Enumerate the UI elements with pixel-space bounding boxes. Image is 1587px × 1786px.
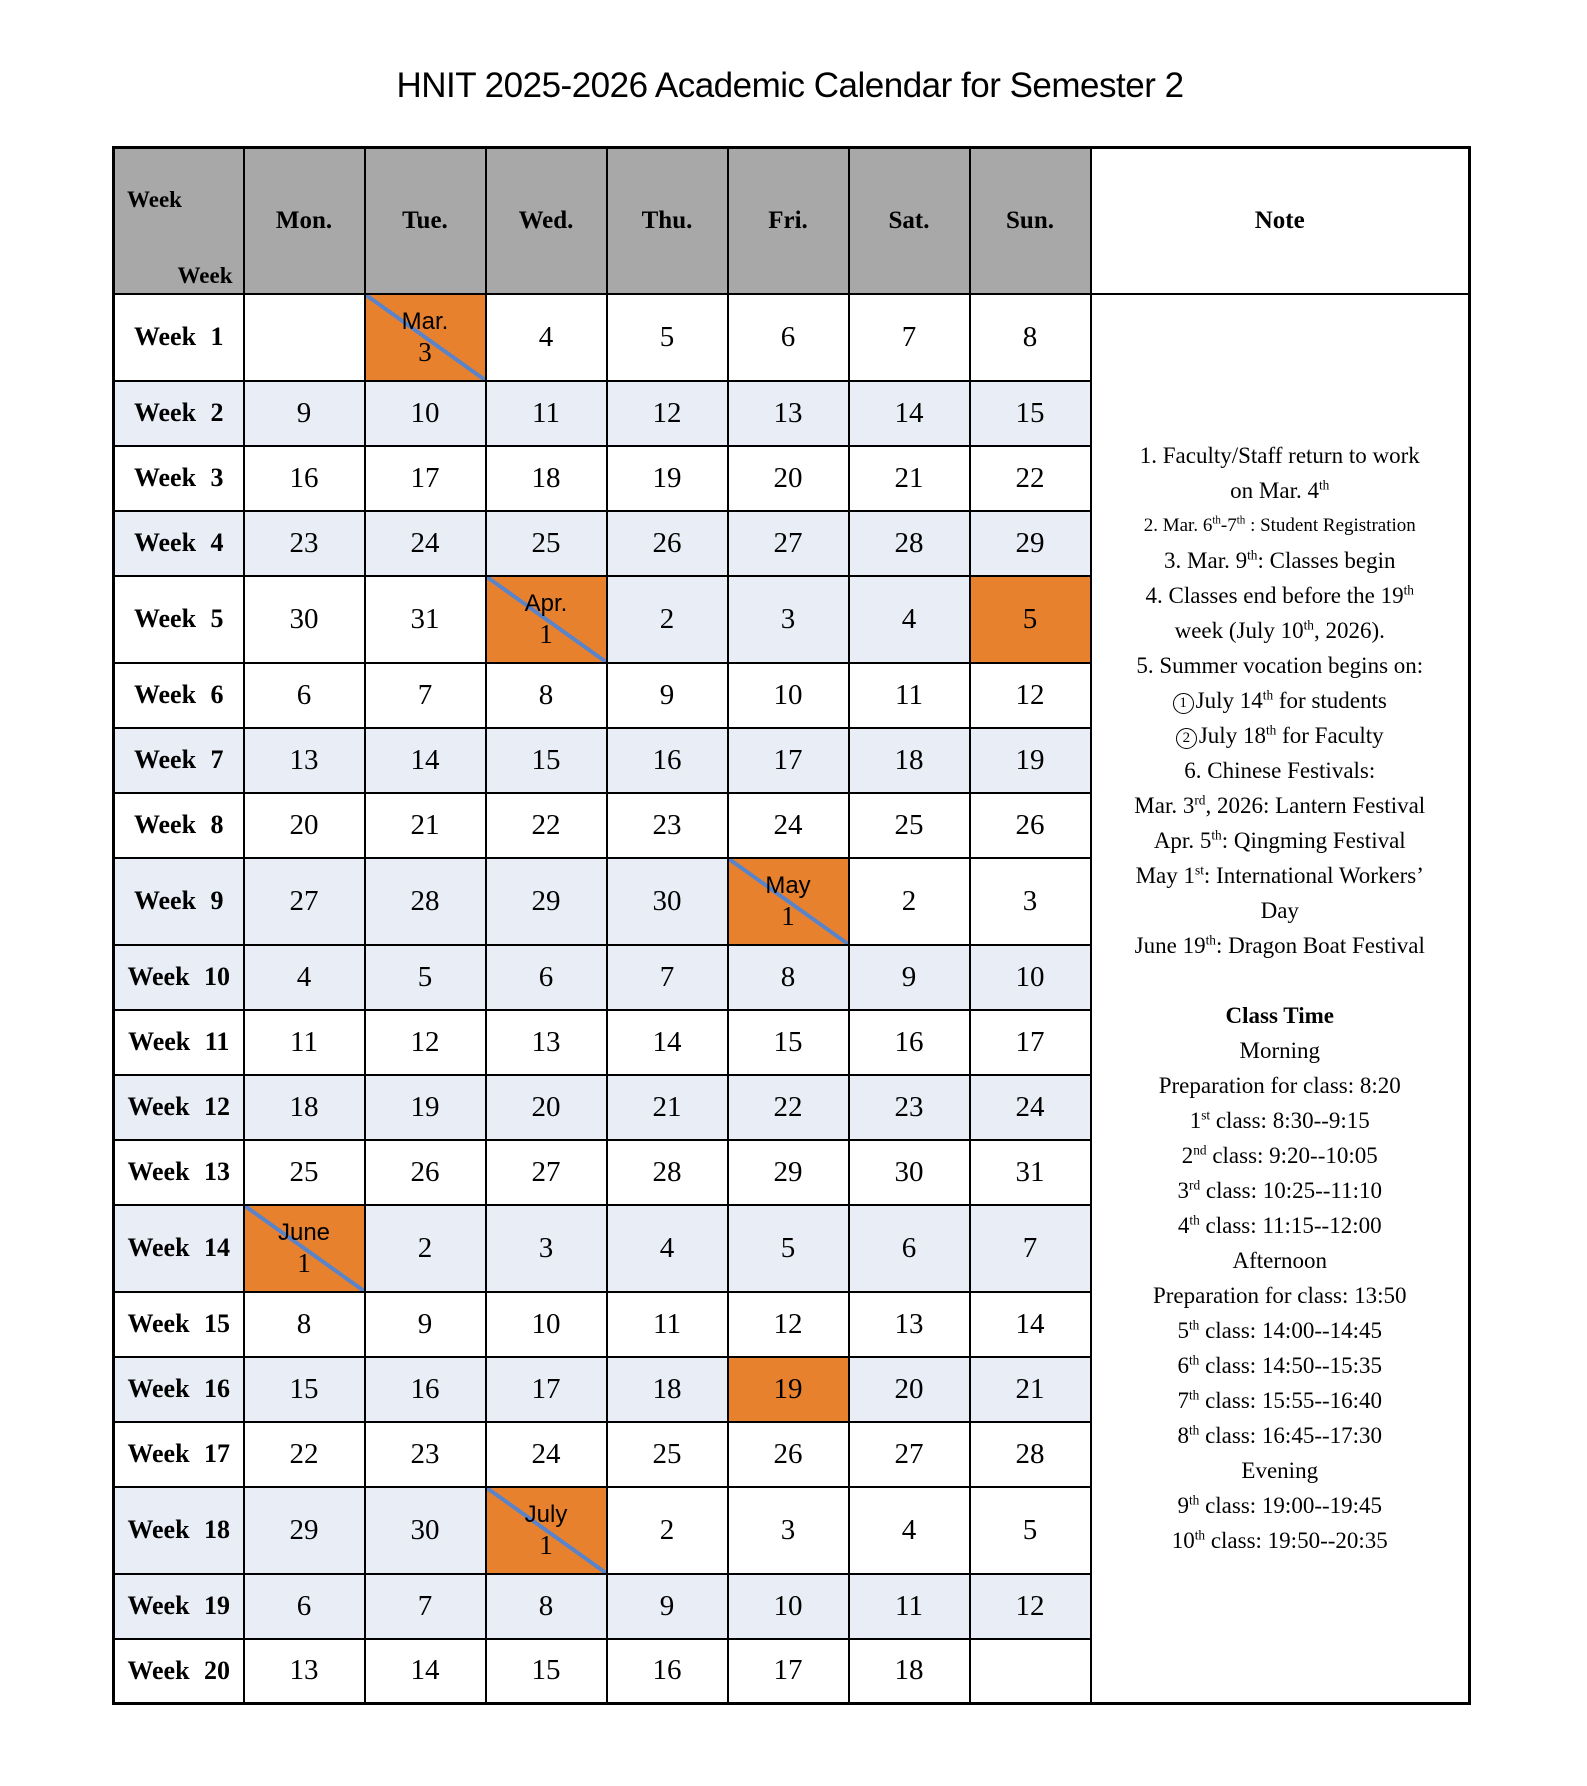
note-line: 9th class: 19:00--19:45	[1177, 1492, 1383, 1519]
calendar-day-cell: 2	[607, 1487, 728, 1574]
superscript: th	[1188, 1492, 1200, 1508]
month-start-cell	[486, 576, 607, 663]
calendar-day-cell: 4	[849, 576, 970, 663]
calendar-day-cell: 9	[607, 1574, 728, 1639]
calendar-day-cell: 10	[486, 1292, 607, 1357]
week-label: Week 13	[114, 1140, 244, 1205]
calendar-day-cell: 15	[728, 1010, 849, 1075]
calendar-day-cell: 14	[849, 381, 970, 446]
calendar-day-cell: 17	[970, 1010, 1091, 1075]
note-line: 1. Faculty/Staff return to work	[1139, 443, 1420, 469]
calendar-day-cell: 25	[849, 793, 970, 858]
day-header-wed: Wed.	[486, 148, 607, 294]
calendar-table	[112, 146, 1471, 1705]
note-cell	[1091, 294, 1470, 1704]
calendar-day-cell: 27	[728, 511, 849, 576]
calendar-day-cell: 11	[849, 1574, 970, 1639]
week-label: Week 15	[114, 1292, 244, 1357]
calendar-day-cell: 3	[970, 858, 1091, 945]
calendar-day-cell: 19	[365, 1075, 486, 1140]
superscript: nd	[1193, 1142, 1207, 1158]
note-line: 6th class: 14:50--15:35	[1177, 1352, 1383, 1379]
calendar-day-cell: 7	[970, 1205, 1091, 1292]
calendar-day-cell: 20	[728, 446, 849, 511]
month-name: Mar.	[401, 308, 449, 335]
calendar-day-cell: 27	[849, 1422, 970, 1487]
calendar-day-cell: 24	[970, 1075, 1091, 1140]
day-header-sat: Sat.	[849, 148, 970, 294]
page-title: HNIT 2025-2026 Academic Calendar for Semester 2	[396, 66, 1184, 105]
superscript: th	[1194, 1527, 1206, 1543]
calendar-day-cell: 3	[728, 1487, 849, 1574]
note-line: May 1st: International Workers’	[1135, 862, 1424, 889]
month-cell-content	[729, 870, 848, 932]
calendar-day-cell: 15	[970, 381, 1091, 446]
calendar-day-cell: 17	[486, 1357, 607, 1422]
calendar-day-cell: 16	[244, 446, 365, 511]
calendar-day-cell: 29	[728, 1140, 849, 1205]
calendar-day-cell: 30	[244, 576, 365, 663]
empty-day-cell	[244, 294, 365, 381]
note-line: 1st class: 8:30--9:15	[1189, 1107, 1370, 1134]
day-header-fri: Fri.	[728, 148, 849, 294]
superscript: st	[1201, 1107, 1211, 1123]
week-label: Week 17	[114, 1422, 244, 1487]
week-header-top-label: Week	[177, 262, 233, 288]
calendar-day-cell: 7	[849, 294, 970, 381]
superscript: th	[1211, 827, 1222, 843]
week-label: Week 10	[114, 945, 244, 1010]
superscript: th	[1188, 1422, 1200, 1438]
calendar-day-cell: 10	[970, 945, 1091, 1010]
note-line: 4th class: 11:15--12:00	[1177, 1212, 1382, 1239]
calendar-day-cell: 26	[728, 1422, 849, 1487]
note-line: Preparation for class: 13:50	[1152, 1283, 1407, 1309]
calendar-day-cell: 9	[365, 1292, 486, 1357]
calendar-day-cell: 16	[607, 728, 728, 793]
week-label: Week 2	[114, 381, 244, 446]
calendar-day-cell: 25	[244, 1140, 365, 1205]
superscript: th	[1236, 514, 1246, 527]
calendar-day-cell: 4	[486, 294, 607, 381]
calendar-day-cell: 27	[486, 1140, 607, 1205]
note-line: Mar. 3rd, 2026: Lantern Festival	[1134, 792, 1426, 819]
calendar-day-cell: 30	[365, 1487, 486, 1574]
superscript: st	[1195, 862, 1204, 878]
calendar-day-cell: 12	[970, 1574, 1091, 1639]
calendar-day-cell: 17	[365, 446, 486, 511]
day-number: 1	[781, 901, 795, 931]
calendar-day-cell: 6	[244, 663, 365, 728]
calendar-day-cell: 16	[365, 1357, 486, 1422]
calendar-day-cell: 16	[607, 1639, 728, 1704]
note-line: Preparation for class: 8:20	[1158, 1073, 1401, 1099]
calendar-day-cell: 21	[970, 1357, 1091, 1422]
calendar-day-cell: 2	[849, 858, 970, 945]
calendar-day-cell: 3	[728, 576, 849, 663]
week-label: Week 9	[114, 858, 244, 945]
superscript: th	[1403, 582, 1414, 598]
calendar-day-cell: 5	[728, 1205, 849, 1292]
calendar-day-cell: 22	[486, 793, 607, 858]
calendar-day-cell: 14	[365, 1639, 486, 1704]
note-line	[1092, 963, 1469, 998]
calendar-day-cell: 12	[607, 381, 728, 446]
calendar-day-cell: 14	[365, 728, 486, 793]
calendar-day-cell: 13	[728, 381, 849, 446]
note-line: 8th class: 16:45--17:30	[1177, 1422, 1383, 1449]
calendar-day-cell: 7	[365, 1574, 486, 1639]
calendar-day-cell: 18	[607, 1357, 728, 1422]
note-line: 5th class: 14:00--14:45	[1177, 1317, 1383, 1344]
calendar-day-cell: 19	[970, 728, 1091, 793]
note-line: Evening	[1241, 1458, 1319, 1484]
calendar-day-cell: 4	[849, 1487, 970, 1574]
calendar-day-cell: 20	[244, 793, 365, 858]
calendar-header	[114, 148, 1470, 294]
calendar-day-cell: 12	[728, 1292, 849, 1357]
superscript: th	[1265, 722, 1277, 738]
calendar-day-cell: 6	[486, 945, 607, 1010]
note-line: Day	[1260, 898, 1299, 924]
calendar-day-cell: 21	[607, 1075, 728, 1140]
calendar-day-cell: 21	[849, 446, 970, 511]
week-label: Week 1	[114, 294, 244, 381]
superscript: th	[1205, 932, 1216, 948]
calendar-day-cell: 18	[849, 1639, 970, 1704]
superscript: th	[1318, 477, 1330, 493]
calendar-day-cell: 20	[849, 1357, 970, 1422]
week-label: Week 20	[114, 1639, 244, 1704]
calendar-day-cell: 6	[849, 1205, 970, 1292]
calendar-day-cell: 17	[728, 728, 849, 793]
calendar-body	[114, 294, 1470, 1704]
calendar-day-cell: 24	[486, 1422, 607, 1487]
calendar-day-cell: 8	[486, 1574, 607, 1639]
month-start-cell	[486, 1487, 607, 1574]
calendar-day-cell: 29	[244, 1487, 365, 1574]
calendar-day-cell: 18	[486, 446, 607, 511]
calendar-day-cell: 24	[365, 511, 486, 576]
month-cell-content	[245, 1217, 364, 1279]
calendar-day-cell: 23	[365, 1422, 486, 1487]
day-number: 1	[539, 619, 553, 649]
week-label: Week 3	[114, 446, 244, 511]
calendar-day-cell: 22	[970, 446, 1091, 511]
calendar-day-cell: 26	[607, 511, 728, 576]
calendar-day-cell: 4	[607, 1205, 728, 1292]
calendar-day-cell: 15	[244, 1357, 365, 1422]
month-name: July	[524, 1501, 568, 1528]
calendar-day-cell: 5	[607, 294, 728, 381]
calendar-day-cell: 7	[607, 945, 728, 1010]
empty-day-cell	[970, 1639, 1091, 1704]
week-label: Week 4	[114, 511, 244, 576]
calendar-day-cell: 14	[607, 1010, 728, 1075]
calendar-day-cell: 26	[365, 1140, 486, 1205]
superscript: th	[1262, 687, 1274, 703]
week-header-bottom-label: Week	[127, 186, 182, 212]
note-line: 6. Chinese Festivals:	[1184, 758, 1376, 784]
calendar-day-cell: 13	[849, 1292, 970, 1357]
calendar-day-cell: 18	[849, 728, 970, 793]
superscript: th	[1212, 514, 1221, 527]
calendar-day-cell: 11	[849, 663, 970, 728]
calendar-day-cell: 18	[244, 1075, 365, 1140]
calendar-day-cell: 9	[607, 663, 728, 728]
calendar-day-cell: 7	[365, 663, 486, 728]
note-line: 5. Summer vocation begins on:	[1136, 653, 1424, 679]
superscript: th	[1188, 1387, 1200, 1403]
month-start-cell	[244, 1205, 365, 1292]
superscript: th	[1303, 617, 1314, 633]
calendar-day-cell: 6	[728, 294, 849, 381]
note-line: week (July 10th, 2026).	[1174, 617, 1385, 644]
day-number: 1	[297, 1248, 311, 1278]
calendar-day-cell: 5	[970, 576, 1091, 663]
calendar-day-cell: 16	[849, 1010, 970, 1075]
month-start-cell	[728, 858, 849, 945]
calendar-day-cell: 15	[486, 1639, 607, 1704]
calendar-day-cell: 4	[244, 945, 365, 1010]
superscript: rd	[1194, 792, 1206, 808]
calendar-day-cell: 9	[244, 381, 365, 446]
calendar-day-cell: 13	[244, 728, 365, 793]
calendar-day-cell: 17	[728, 1639, 849, 1704]
month-cell-content	[366, 306, 485, 368]
calendar-day-cell: 27	[244, 858, 365, 945]
calendar-day-cell: 14	[970, 1292, 1091, 1357]
day-header-thu: Thu.	[607, 148, 728, 294]
note-line: Morning	[1239, 1038, 1320, 1064]
note-line: 3. Mar. 9th: Classes begin	[1164, 547, 1396, 574]
month-name: June	[277, 1219, 331, 1246]
calendar-day-cell: 11	[244, 1010, 365, 1075]
day-header-mon: Mon.	[244, 148, 365, 294]
week-label: Week 11	[114, 1010, 244, 1075]
calendar-day-cell: 6	[244, 1574, 365, 1639]
calendar-day-cell: 28	[970, 1422, 1091, 1487]
note-line: 2 July 18th for Faculty	[1092, 718, 1469, 753]
calendar-day-cell: 23	[607, 793, 728, 858]
calendar-day-cell: 28	[607, 1140, 728, 1205]
calendar-day-cell: 30	[607, 858, 728, 945]
calendar-day-cell: 8	[970, 294, 1091, 381]
week-label: Week 14	[114, 1205, 244, 1292]
week-row-1	[114, 294, 1470, 381]
calendar-day-cell: 22	[244, 1422, 365, 1487]
day-header-sun: Sun.	[970, 148, 1091, 294]
calendar-day-cell: 8	[728, 945, 849, 1010]
calendar-day-cell: 15	[486, 728, 607, 793]
day-number: 3	[418, 337, 432, 367]
calendar-day-cell: 5	[970, 1487, 1091, 1574]
week-label: Week 8	[114, 793, 244, 858]
month-cell-content	[487, 588, 606, 650]
week-label: Week 18	[114, 1487, 244, 1574]
week-label: Week 6	[114, 663, 244, 728]
calendar-day-cell: 28	[365, 858, 486, 945]
calendar-day-cell: 26	[970, 793, 1091, 858]
note-line: 10th class: 19:50--20:35	[1171, 1527, 1388, 1554]
calendar-day-cell: 28	[849, 511, 970, 576]
calendar-day-cell: 11	[486, 381, 607, 446]
calendar-day-cell: 8	[244, 1292, 365, 1357]
month-name: May	[765, 872, 811, 899]
superscript: th	[1188, 1352, 1200, 1368]
calendar-day-cell: 19	[607, 446, 728, 511]
calendar-day-cell: 29	[970, 511, 1091, 576]
week-label: Week 7	[114, 728, 244, 793]
calendar-day-cell: 13	[486, 1010, 607, 1075]
calendar-day-cell: 5	[365, 945, 486, 1010]
note-line: Afternoon	[1232, 1248, 1328, 1274]
note-line: Class Time	[1225, 1003, 1334, 1029]
note-line: 3rd class: 10:25--11:10	[1177, 1177, 1382, 1204]
calendar-day-cell: 31	[970, 1140, 1091, 1205]
day-header-tue: Tue.	[365, 148, 486, 294]
calendar-day-cell: 20	[486, 1075, 607, 1140]
calendar-day-cell: 3	[486, 1205, 607, 1292]
superscript: th	[1189, 1212, 1200, 1228]
note-line: Apr. 5th: Qingming Festival	[1153, 827, 1406, 854]
note-line: 4. Classes end before the 19th	[1145, 582, 1414, 609]
calendar-day-cell: 2	[365, 1205, 486, 1292]
calendar-day-cell: 30	[849, 1140, 970, 1205]
calendar-day-cell: 29	[486, 858, 607, 945]
calendar-day-cell: 12	[365, 1010, 486, 1075]
circled-number-icon: 2	[1176, 728, 1197, 749]
superscript: th	[1247, 547, 1258, 563]
week-label: Week 19	[114, 1574, 244, 1639]
calendar-day-cell: 10	[728, 663, 849, 728]
note-line: 7th class: 15:55--16:40	[1177, 1387, 1383, 1414]
week-label: Week 16	[114, 1357, 244, 1422]
calendar-day-cell: 31	[365, 576, 486, 663]
header-row	[114, 148, 1470, 294]
calendar-day-cell: 9	[849, 945, 970, 1010]
calendar-day-cell: 23	[244, 511, 365, 576]
calendar-day-cell: 12	[970, 663, 1091, 728]
calendar-day-cell: 25	[607, 1422, 728, 1487]
note-line: 1 July 14th for students	[1092, 683, 1469, 718]
calendar-day-cell: 23	[849, 1075, 970, 1140]
note-line: June 19th: Dragon Boat Festival	[1134, 932, 1425, 959]
superscript: th	[1188, 1317, 1200, 1333]
calendar-day-cell: 8	[486, 663, 607, 728]
calendar-day-cell: 21	[365, 793, 486, 858]
note-line: 2. Mar. 6th-7th : Student Registration	[1143, 514, 1416, 537]
calendar-day-cell: 25	[486, 511, 607, 576]
calendar-day-cell: 2	[607, 576, 728, 663]
month-cell-content	[487, 1499, 606, 1561]
calendar-day-cell: 10	[728, 1574, 849, 1639]
month-start-cell	[365, 294, 486, 381]
week-column-header	[114, 148, 244, 294]
superscript: rd	[1189, 1177, 1201, 1193]
day-number: 1	[539, 1530, 553, 1560]
calendar-day-cell: 24	[728, 793, 849, 858]
note-line: on Mar. 4th	[1230, 477, 1330, 504]
calendar-day-cell: 19	[728, 1357, 849, 1422]
note-line: 2nd class: 9:20--10:05	[1181, 1142, 1378, 1169]
calendar-day-cell: 11	[607, 1292, 728, 1357]
calendar-day-cell: 22	[728, 1075, 849, 1140]
month-name: Apr.	[524, 590, 568, 617]
calendar-day-cell: 10	[365, 381, 486, 446]
note-column-header: Note	[1091, 148, 1470, 294]
circled-number-icon: 1	[1173, 693, 1194, 714]
calendar-day-cell: 13	[244, 1639, 365, 1704]
week-label: Week 5	[114, 576, 244, 663]
week-label: Week 12	[114, 1075, 244, 1140]
